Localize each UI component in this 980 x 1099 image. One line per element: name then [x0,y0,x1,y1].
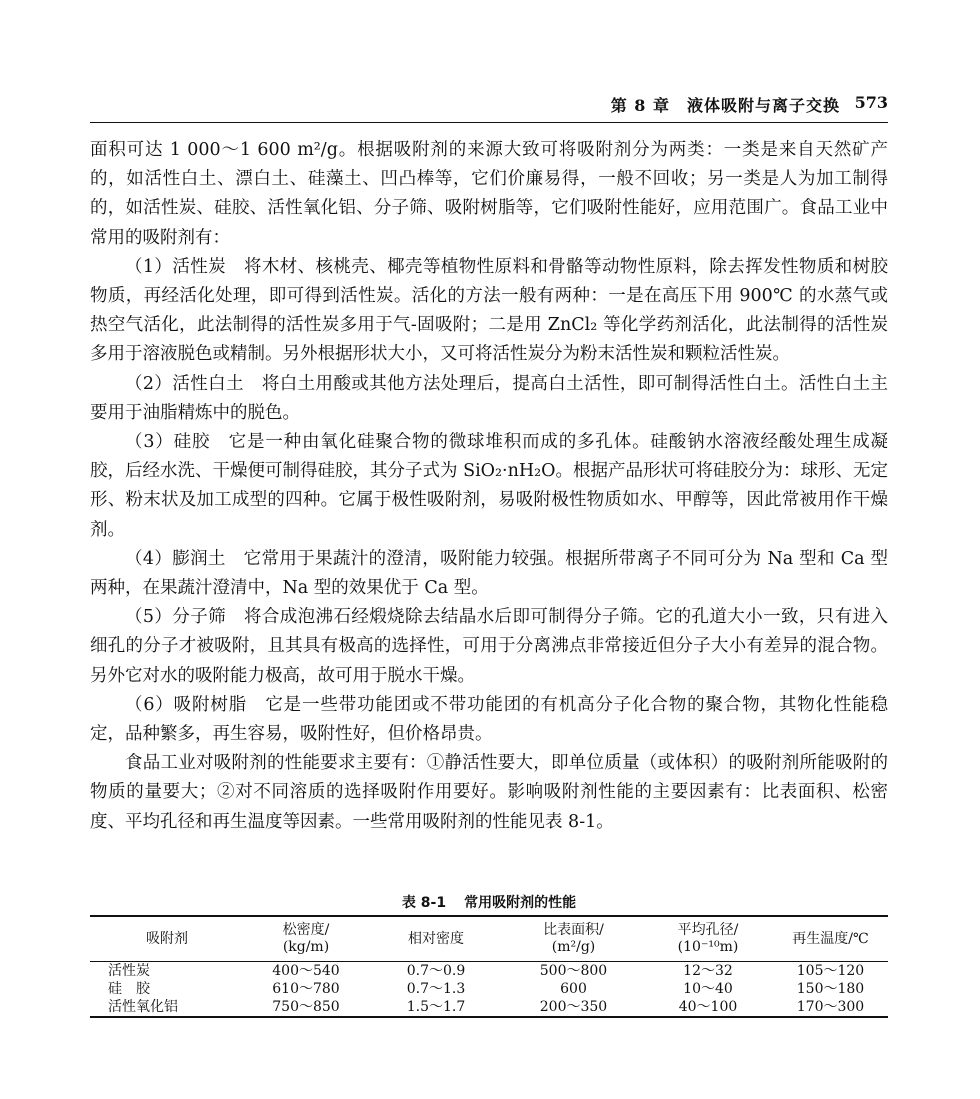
table-number: 表 8-1 [401,895,447,911]
table-cell: 硅 胶 [108,981,150,997]
header-rule [90,122,888,123]
header-cell: 平均孔径/ (10⁻¹⁰m) [643,916,773,962]
table-cell: 活性炭 [108,963,150,979]
table-cell: 150～180 [796,981,865,997]
table-cell: 170～300 [773,998,888,1017]
table-cell: 40～100 [643,998,773,1017]
table-cell: 12～32 [683,963,733,979]
adsorbent-properties-table [90,915,888,1018]
table-cell: 500～800 [539,963,608,979]
paragraph-activated-clay: （2）活性白土 将白土用酸或其他方法处理后，提高白土活性，即可制得活性白土。活性白土主要用于油脂精炼中的脱色。 [90,373,888,423]
paragraph-bentonite: （4）膨润土 它常用于果蔬汁的澄清，吸附能力较强。根据所带离子不同可分为 Na 型和 Ca 型两种，在果蔬汁澄清中，Na 型的效果优于 Ca 型。 [90,548,888,599]
table-cell: 750～850 [244,998,368,1017]
table-caption [90,892,888,912]
header-cell: 相对密度 [368,916,504,962]
header-cell: 再生温度/℃ [773,916,888,962]
table-cell: 105～120 [796,963,865,979]
paragraph-activated-carbon: （1）活性炭 将木材、核桃壳、椰壳等植物性原料和骨骼等动物性原料，除去挥发性物质和树胶物质，再经活化处理，即可得到活性炭。活化的方法一般有两种：一是在高压下用 900℃ 的水蒸气或热空气活化，此法制得的活性炭多用于气-固吸附；二是用 ZnCl₂ 等化学药剂活化，此法制得的活性炭多用于溶液脱色或精制。另外根据形状大小，又可将活性炭分为粉末活性炭和颗粒活性炭。 [90,256,888,365]
body-text [90,136,888,837]
paragraph-adsorption-resin: （6）吸附树脂 它是一些带功能团或不带功能团的有机高分子化合物的聚合物，其物化性能稳定，品种繁多，再生容易，吸附性好，但价格昂贵。 [90,694,888,745]
table-title: 常用吸附剂的性能 [464,895,577,911]
table-cell: 0.7～0.9 [406,963,466,979]
chapter-title: 第 8 章 液体吸附与离子交换 [610,96,840,115]
table-cell: 400～540 [272,963,340,979]
paragraph-molecular-sieve: （5）分子筛 将合成泡沸石经煅烧除去结晶水后即可制得分子筛。它的孔道大小一致，只有进入细孔的分子才被吸附，且其具有极高的选择性，可用于分离沸点非常接近但分子大小有差异的混合物。另外它对水的吸附能力极高，故可用于脱水干燥。 [90,607,888,686]
paragraph-silica-gel: （3）硅胶 它是一种由氧化硅聚合物的微球堆积而成的多孔体。硅酸钠水溶液经酸处理生成凝胶，后经水洗、干燥便可制得硅胶，其分子式为 SiO₂·nH₂O。根据产品形状可将硅胶分为：球形、无定形、粉末状及加工成型的四种。它属于极性吸附剂，易吸附极性物质如水、甲醇等，因此常被用作干燥剂。 [90,432,888,540]
table-cell: 0.7～1.3 [406,981,466,997]
table-row [90,998,888,1017]
header-cell: 比表面积/ (m²/g) [504,916,643,962]
table-row [90,962,888,981]
table-cell: 10～40 [683,981,733,997]
table-row [90,980,888,998]
paragraph-requirements: 食品工业对吸附剂的性能要求主要有：①静活性要大，即单位质量（或体积）的吸附剂所能吸附的物质的量要大；②对不同溶质的选择吸附作用要好。影响吸附剂性能的主要因素有：比表面积、松密度、平均孔径和再生温度等因素。一些常用吸附剂的性能见表 8-1。 [90,753,888,832]
running-header [90,93,888,117]
table-cell: 200～350 [504,998,643,1017]
table-header-row [90,916,888,962]
table-cell: 600 [560,981,587,997]
page-number: 573 [854,93,888,112]
table-cell: 1.5～1.7 [368,998,504,1017]
table-cell: 活性氧化铝 [90,998,244,1017]
header-cell: 吸附剂 [90,916,244,962]
header-cell: 松密度/ (kg/m) [244,916,368,962]
paragraph: 面积可达 1 000～1 600 m²/g。根据吸附剂的来源大致可将吸附剂分为两类：一类是来自天然矿产的，如活性白土、漂白土、硅藻土、凹凸棒等，它们价廉易得，一般不回收；另一类是人为加工制得的，如活性炭、硅胶、活性氧化铝、分子筛、吸附树脂等，它们吸附性能好，应用范围广。食品工业中常用的吸附剂有： [90,140,888,248]
table-cell: 610～780 [272,981,340,997]
